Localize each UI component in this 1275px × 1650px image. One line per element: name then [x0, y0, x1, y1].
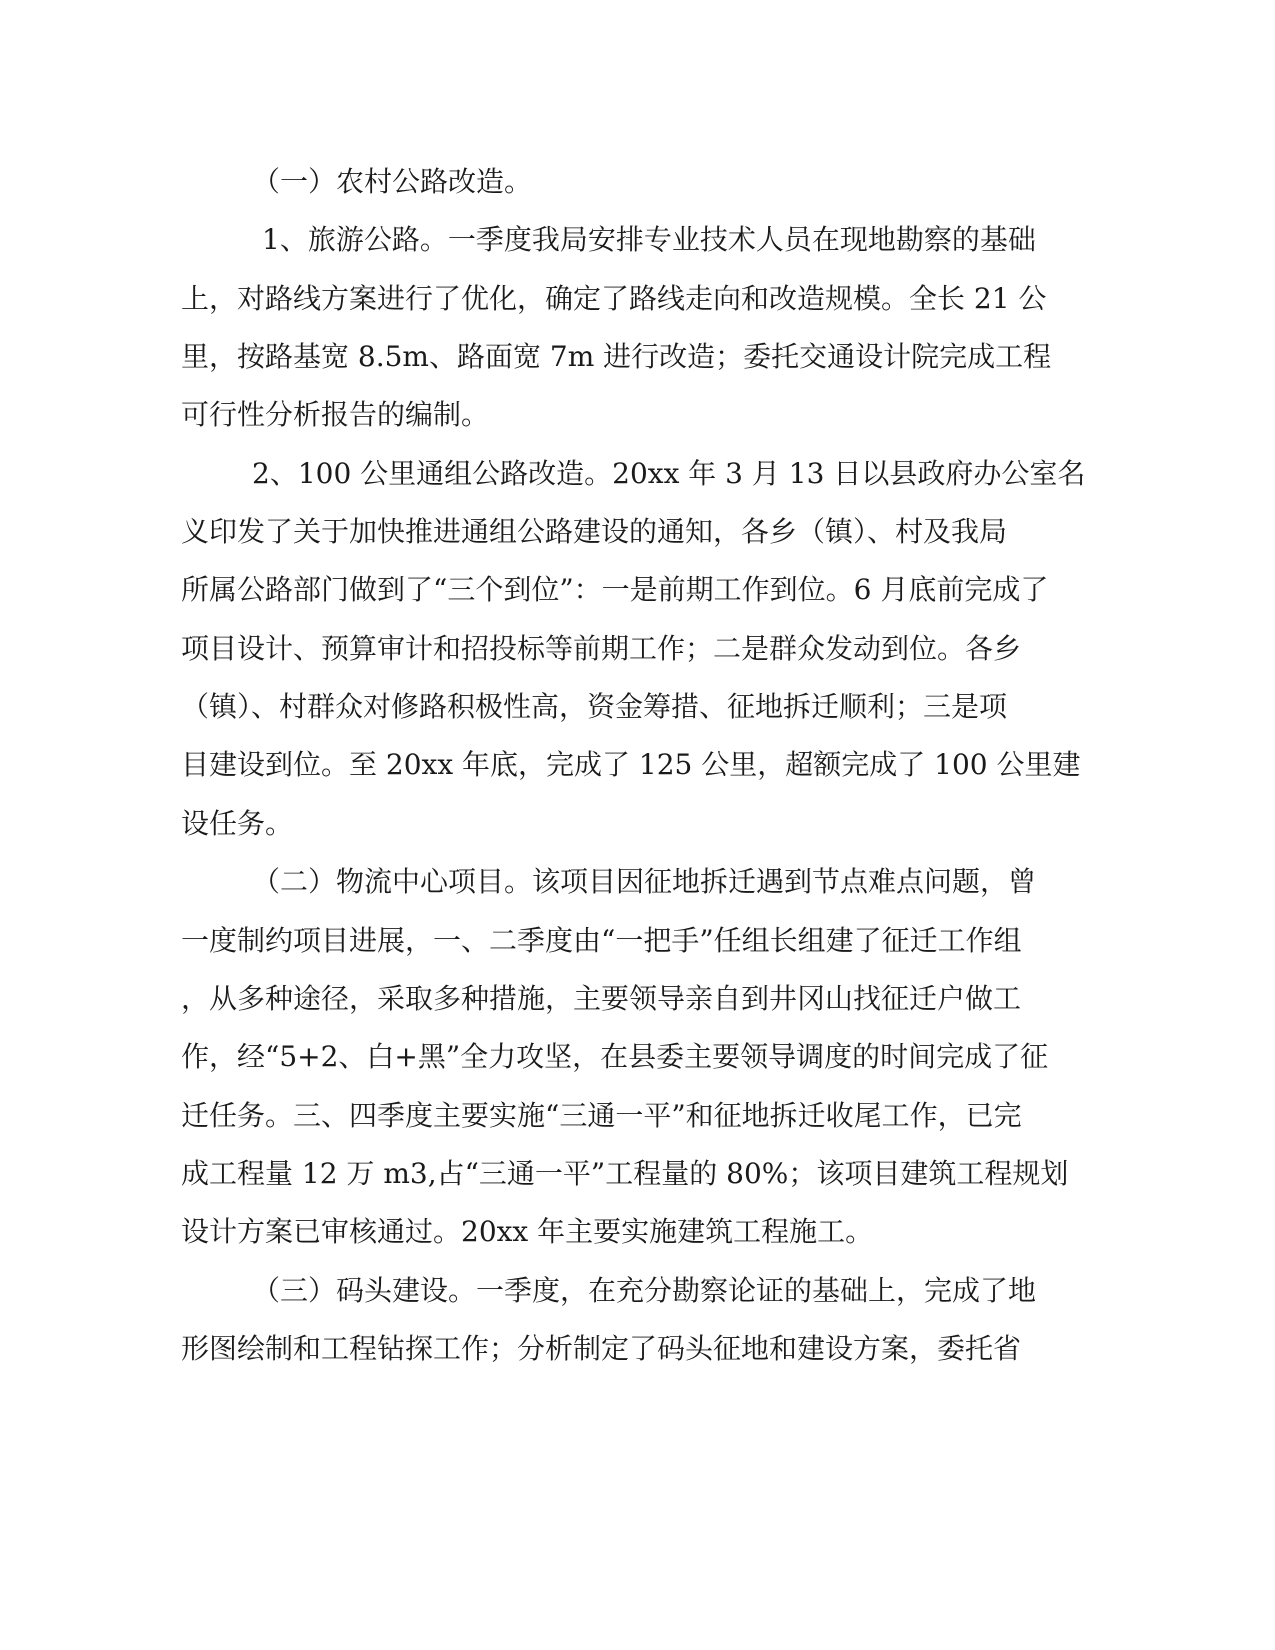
paragraph-line: 项目设计、预算审计和招投标等前期工作；二是群众发动到位。各乡	[181, 632, 1022, 665]
paragraph-line: 1、旅游公路。一季度我局安排专业技术人员在现地勘察的基础	[262, 223, 1036, 256]
paragraph-line: 2、100 公里通组公路改造。20xx 年 3 月 13 日以县政府办公室名	[252, 457, 1086, 490]
paragraph-line: 目建设到位。至 20xx 年底，完成了 125 公里，超额完成了 100 公里建	[181, 748, 1081, 781]
paragraph-line: 迁任务。三、四季度主要实施“三通一平”和征地拆迁收尾工作，已完	[181, 1099, 1022, 1132]
paragraph-line: 形图绘制和工程钻探工作；分析制定了码头征地和建设方案，委托省	[181, 1332, 1022, 1365]
paragraph-line: 成工程量 12 万 m3,占“三通一平”工程量的 80%；该项目建筑工程规划	[181, 1157, 1069, 1190]
paragraph-line: 义印发了关于加快推进通组公路建设的通知，各乡（镇）、村及我局	[181, 515, 1008, 548]
paragraph-line: （镇）、村群众对修路积极性高，资金筹措、征地拆迁顺利；三是项	[181, 690, 1008, 723]
paragraph-line: 所属公路部门做到了“三个到位”：一是前期工作到位。6 月底前完成了	[181, 573, 1049, 606]
paragraph-line: 可行性分析报告的编制。	[181, 398, 490, 431]
paragraph-line: 里，按路基宽 8.5m、路面宽 7m 进行改造；委托交通设计院完成工程	[181, 340, 1052, 373]
section-heading-wharf: （三）码头建设。一季度，在充分勘察论证的基础上，完成了地	[252, 1274, 1037, 1307]
paragraph-line: ，从多种途径，采取多种措施，主要领导亲自到井冈山找征迁户做工	[181, 982, 1022, 1015]
section-heading-rural-roads: （一）农村公路改造。	[252, 165, 533, 198]
paragraph-line: 设计方案已审核通过。20xx 年主要实施建筑工程施工。	[181, 1215, 874, 1248]
paragraph-line: 一度制约项目进展，一、二季度由“一把手”任组长组建了征迁工作组	[181, 924, 1022, 957]
paragraph-line: 作，经“5+2、白+黑”全力攻坚，在县委主要领导调度的时间完成了征	[181, 1040, 1049, 1073]
paragraph-line: 上，对路线方案进行了优化，确定了路线走向和改造规模。全长 21 公	[181, 282, 1047, 315]
paragraph-line: 设任务。	[181, 807, 294, 840]
section-heading-logistics-center: （二）物流中心项目。该项目因征地拆迁遇到节点难点问题，曾	[252, 865, 1037, 898]
